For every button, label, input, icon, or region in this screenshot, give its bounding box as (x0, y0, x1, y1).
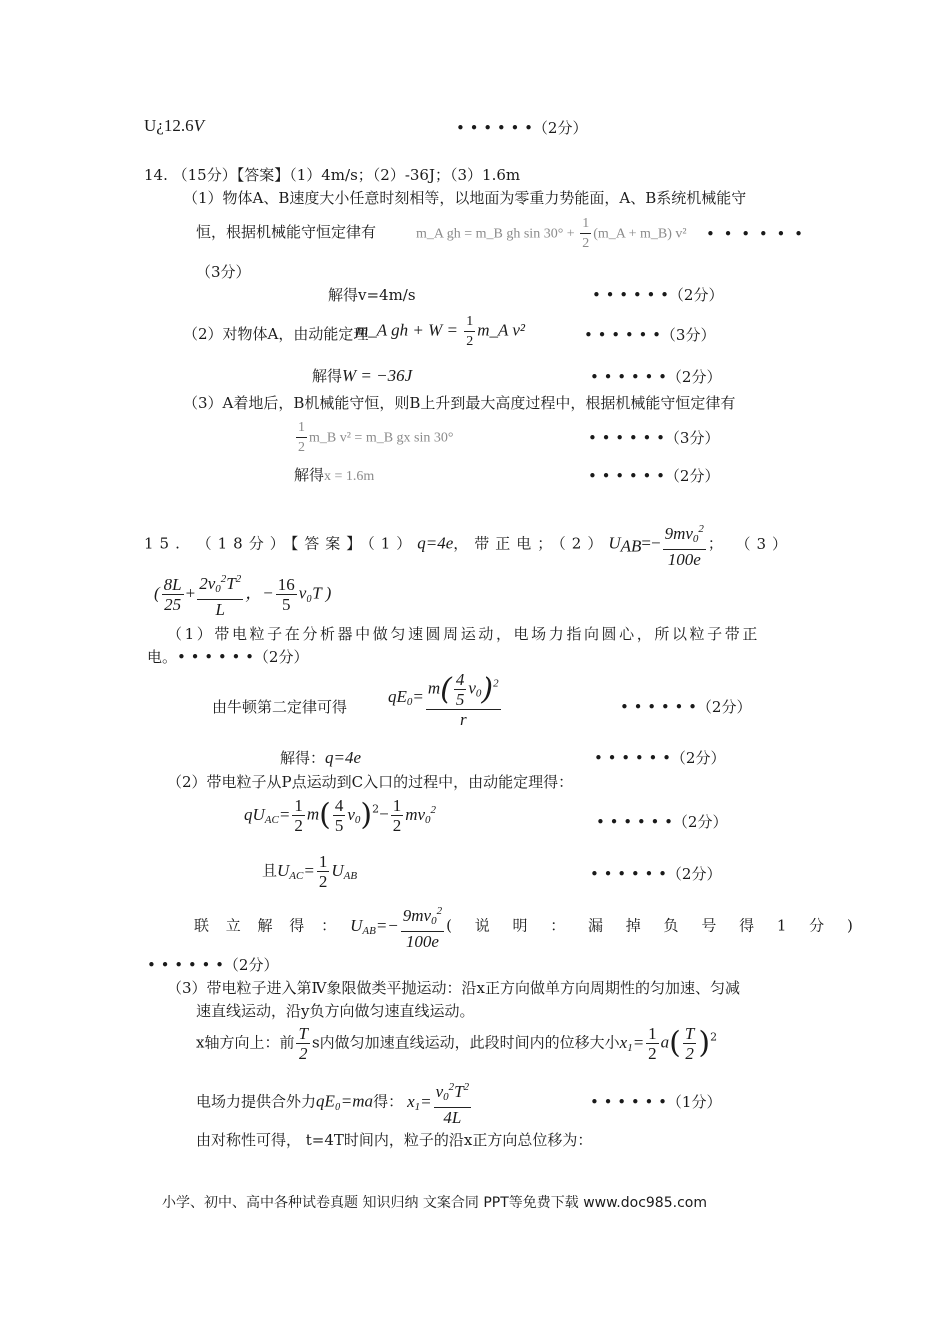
q15-efield: 电场力提供合外力qE₀=ma得： $x_1=$ $\frac{v_0^2T^2}{4L}$ (196, 1078, 473, 1127)
q14-p1-dots: • • • • • • (706, 225, 805, 243)
q14-p1-solve-score: • • • • • •（2分） (592, 286, 724, 304)
q14-p1-solve: 解得v=4m/s (328, 286, 416, 304)
q14-eq2-right: m_A v² (477, 320, 525, 340)
q15-solve-q-eq: q=4e (325, 748, 362, 767)
q14-p3-equation (294, 418, 453, 457)
q14-p1-text: 恒，根据机械能守恒定律有 (196, 223, 377, 241)
q15-header: 15. （18分）【答案】（1）q=4e，带正电；$(2)U_{AB}=-$ $\frac{9mv_0^2}{100e}$ ； （3） (144, 520, 793, 569)
fraction-half: $\frac{1}{2}$ (298, 420, 305, 455)
q15-p2-eq-score: • • • • • •（2分） (596, 813, 728, 831)
q14-p2-solve-eq: W = −36J (342, 366, 413, 385)
q15-lianli-label: 联 立 解 得 ： (194, 916, 343, 935)
q15-answer-u-fraction: $\frac{9mv_0^2}{100e}$ (663, 520, 706, 569)
q15-p3-line1: （3）带电粒子进入第Ⅳ象限做类平抛运动：沿x正方向做单方向周期性的匀加速、匀减 (167, 979, 740, 997)
fraction-half: $\frac{1}{2}$ (466, 314, 474, 349)
q15-header-c: （3） (742, 534, 793, 553)
q15-newton-score: • • • • • •（2分） (620, 698, 752, 716)
q15-solve-q-label: 解得： (280, 749, 326, 767)
q15-solve-q-score: • • • • • •（2分） (594, 749, 726, 767)
q14-p3-solve-eq: x = 1.6m (324, 469, 375, 484)
fraction-16-5: $\frac{16}{5}$ (277, 575, 295, 614)
q14-p1-line1: （1）物体A、B速度大小任意时刻相等，以地面为零重力势能面，A、B系统机械能守 (183, 189, 747, 207)
q14-p2-solve (312, 366, 412, 386)
q14-p3-solve-label: 解得 (294, 466, 325, 484)
q15-and-label: 且 (262, 861, 278, 880)
q15-ans3-open: ( (154, 583, 160, 603)
q14-p3-score: • • • • • •（3分） (588, 429, 720, 447)
q15-p1-line1: （1）带电粒子在分析器中做匀速圆周运动，电场力指向圆心，所以粒子带正 (167, 625, 760, 643)
q14-p2-line (183, 324, 368, 344)
q15-efield-eq: qE₀=ma (316, 1091, 374, 1111)
top-line-score: • • • • • •（2分） (456, 119, 588, 137)
q14-p3-line: （3）A着地后，B机械能守恒，则B上升到最大高度过程中，根据机械能守恒定律有 (183, 394, 736, 412)
q14-p3-solve-score: • • • • • •（2分） (588, 467, 720, 485)
q15-newton: 由牛顿第二定律可得 (212, 698, 348, 716)
q15-solve-q (280, 748, 361, 768)
voltage-unit: V (193, 116, 204, 135)
q15-and-equation: 且$U_{AC}=$ $\frac{1}{2}$ $U_{AB}$ (262, 852, 358, 891)
top-line (144, 116, 204, 136)
q14-p2-solve-score: • • • • • •（2分） (590, 368, 722, 386)
q14-p2-solve-label: 解得 (312, 367, 343, 385)
q14-p1-line2 (196, 222, 376, 242)
q15-header-a: 15. （18分）【答案】（1） (144, 534, 418, 553)
q15-p1-line2: 电。• • • • • •（2分） (147, 648, 309, 666)
q15-efield-a: 电场力提供合外力 (196, 1092, 317, 1111)
q14-p3-solve (294, 465, 374, 487)
q15-efield-score: • • • • • •（1分） (590, 1093, 722, 1111)
q15-efield-b: 得： (373, 1092, 404, 1111)
q15-answer3: ( $\frac{8L}{25}$ + $\frac{2v_0^2T^2}{L}$ ，− $\frac{16}{5}$ v₀T ) (154, 570, 331, 619)
q15-newton-fraction: m( $\frac{4}{5}$ $v_0)^2$ r (427, 670, 499, 729)
fraction-half: $\frac{1}{2}$ (582, 216, 590, 251)
q15-xdir-a: x轴方向上：前 (196, 1033, 295, 1052)
q15-p3-line2: 速直线运动，沿y负方向做匀速直线运动。 (196, 1002, 475, 1020)
fraction-2v0T-L: $\frac{2v_0^2T^2}{L}$ (197, 570, 243, 619)
q15-lianli-score: • • • • • •（2分） (147, 956, 279, 974)
q15-answer-u-sub: AB (620, 536, 642, 556)
q15-xdir-b: s内做匀加速直线运动，此段时间内的位移大小 (311, 1033, 620, 1052)
q15-header-b: ，带正电；（2） (453, 534, 609, 553)
q15-lianli-note: ( 说 明 ： 漏 掉 负 号 得 1 分 ) (446, 916, 862, 935)
q14-eq3-right: m_B v² = m_B gx sin 30° (309, 430, 454, 446)
q15-and-score: • • • • • •（2分） (590, 865, 722, 883)
q15-ans3-end: v₀T ) (298, 583, 332, 603)
fraction-8L-25: $\frac{8L}{25}$ (163, 575, 182, 614)
q14-eq1-right: (m_A + m_B) v² (593, 226, 687, 242)
q14-p2-equation (356, 312, 525, 351)
q14-p2-text: （2）对物体A，由动能定理 (183, 325, 369, 343)
q15-p2-equation: $qU_{AC}=$ $\frac{1}{2}$ m( $\frac{4}{5}$ $v_0)^2-$ $\frac{1}{2}$ $mv_0^2$ (244, 796, 437, 835)
q15-answer-u: U (608, 533, 621, 553)
q15-sym-line: 由对称性可得， t=4T时间内，粒子的沿x正方向总位移为： (196, 1131, 593, 1149)
q14-p1-equation (416, 214, 687, 253)
q14-header: 14. （15分）【答案】（1）4m/s；（2）-36J；（3）1.6m (144, 166, 521, 184)
q14-eq2-left: m_A gh + W = (356, 320, 463, 340)
q14-p1-score: （3分） (196, 263, 251, 281)
voltage-expression: U¿12.6 (144, 116, 194, 135)
page-footer: 小学、初中、高中各种试卷真题 知识归纳 文案合同 PPT等免费下载 www.doc985.com (162, 1195, 707, 1211)
q15-answer-q: q=4e (417, 533, 454, 553)
q15-xdir: x轴方向上：前 $\frac{T}{2}$ s内做匀加速直线运动，此段时间内的位移大小$x_1=$ $\frac{1}{2}$ a( $\frac{T}{2}$ )$^2$ (196, 1024, 718, 1063)
q14-eq1-left: m_A gh = m_B gh sin 30° + (416, 226, 579, 242)
q15-p2-line: （2）带电粒子从P点运动到C入口的过程中，由动能定理得： (167, 773, 574, 791)
q15-lianli: 联 立 解 得 ： $U_{AB}=-$ $\frac{9mv_0^2}{100e}$ ( 说 明 ： 漏 掉 负 号 得 1 分 ) (194, 902, 862, 951)
q14-p2-score: • • • • • •（3分） (584, 326, 716, 344)
q15-ans3-sep: ，− (245, 583, 274, 603)
q15-newton-equation: $qE_0=$ m( $\frac{4}{5}$ $v_0)^2$ r (388, 670, 499, 729)
